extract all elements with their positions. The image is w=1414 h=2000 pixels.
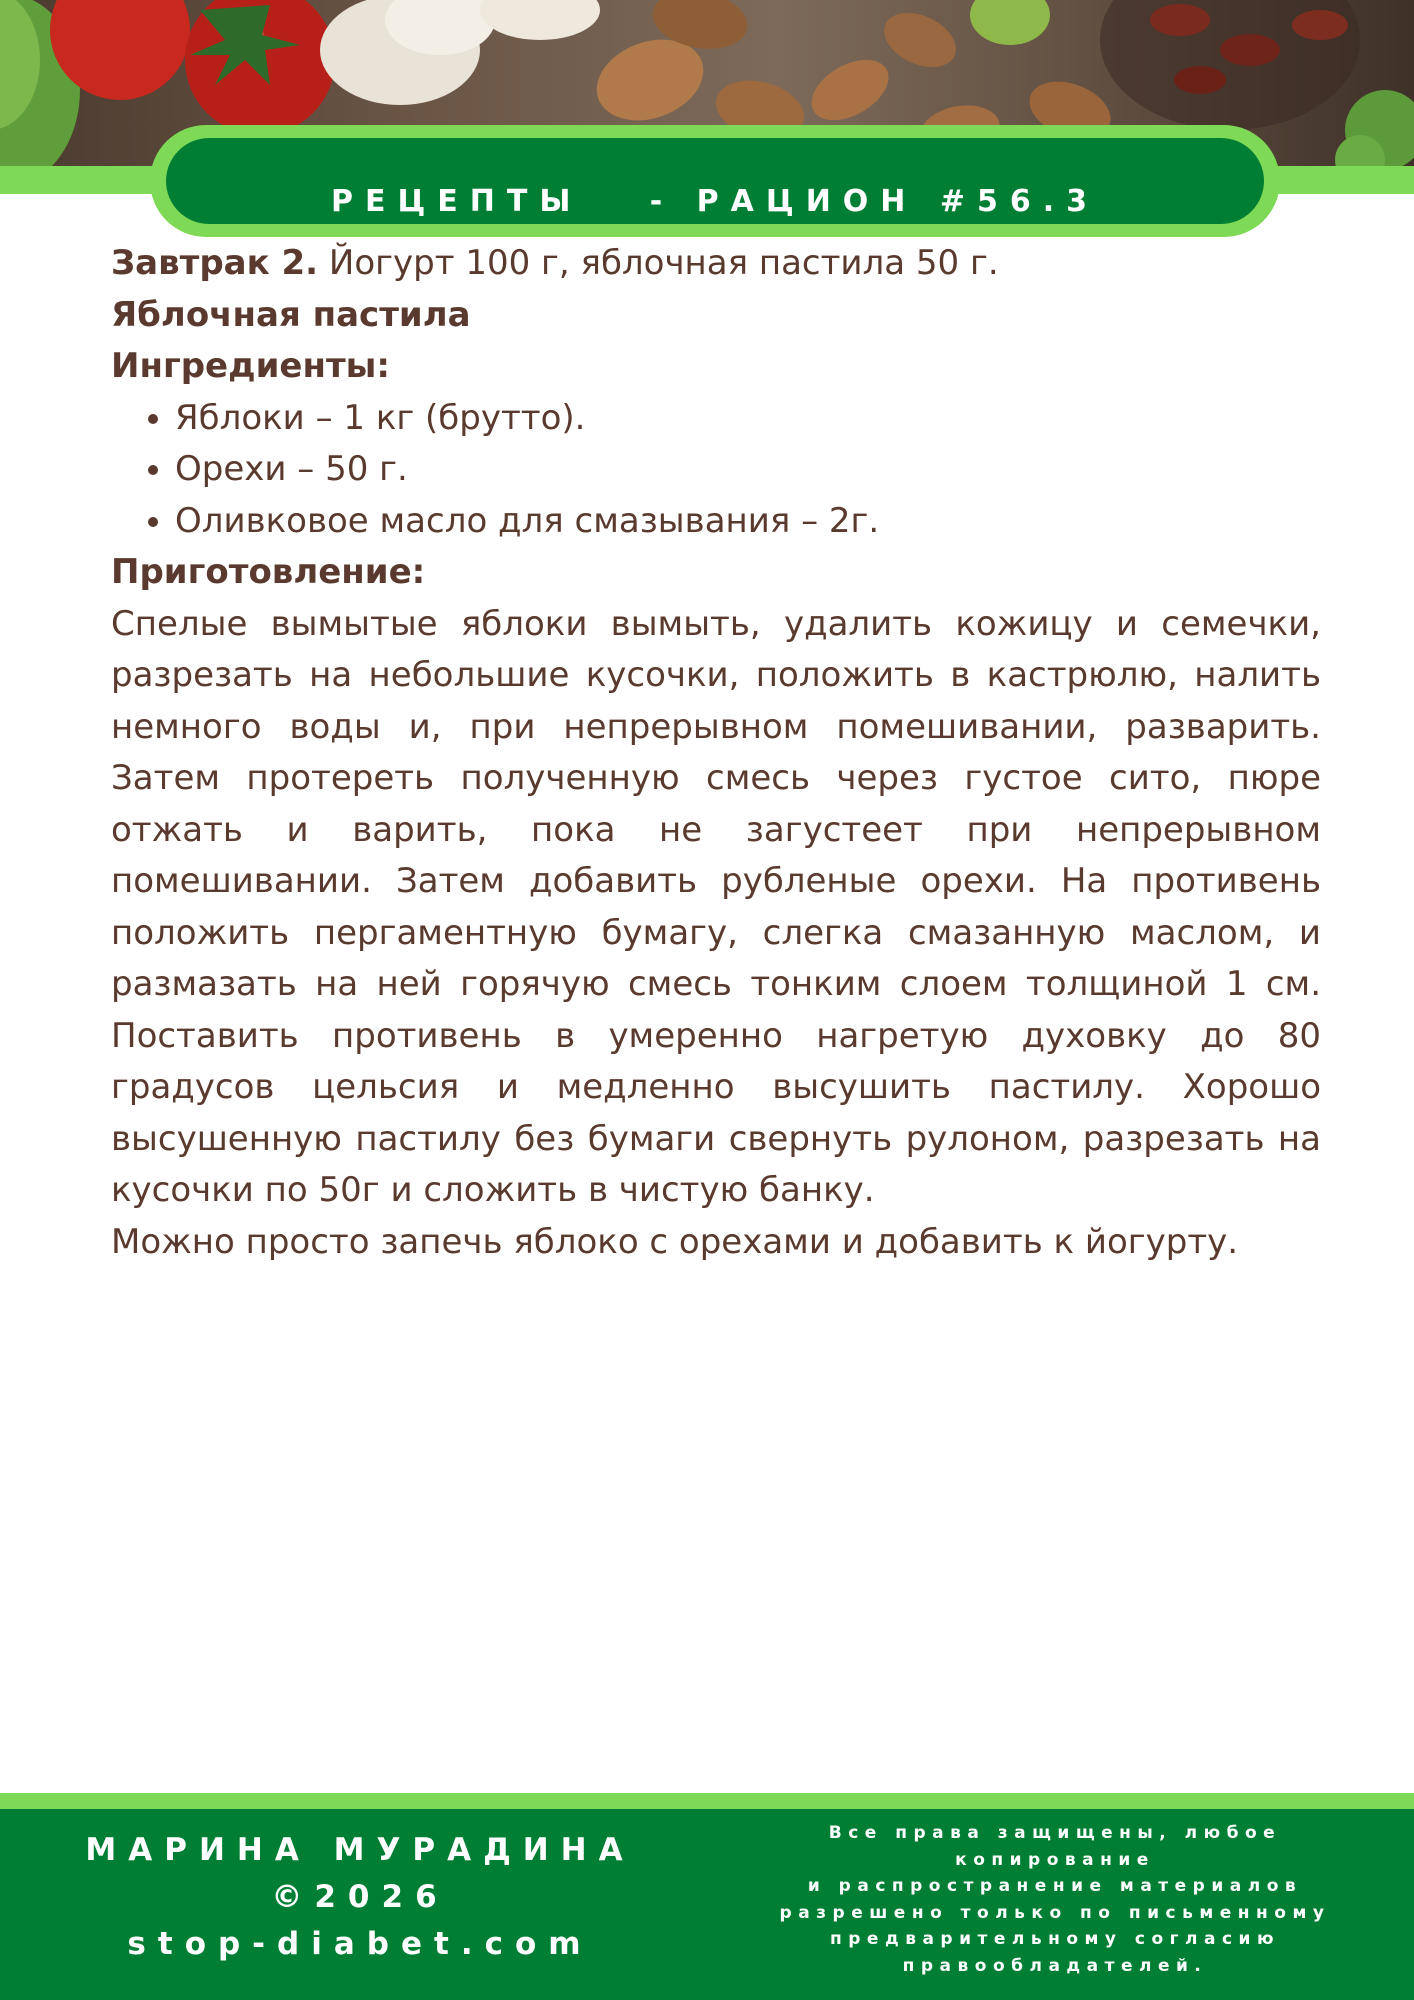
rights-line: разрешено только по письменному <box>779 1902 1331 1923</box>
bean <box>1150 4 1210 36</box>
almond <box>801 47 899 132</box>
rights-line: предварительному согласию <box>830 1929 1280 1949</box>
garlic-clove <box>480 0 600 40</box>
rights-line: правообладателей. <box>902 1955 1208 1976</box>
ingredients-list <box>111 393 1321 548</box>
list-item: • Орехи – 50 г. <box>175 444 1321 496</box>
rights-line: копирование <box>955 1849 1155 1870</box>
preparation-heading: Приготовление: <box>111 552 426 592</box>
meal-label: Завтрак 2. <box>111 243 319 283</box>
footer-green-stripe <box>0 1793 1414 1809</box>
bean <box>1174 66 1226 94</box>
rights-line: Все права защищены, любое <box>828 1823 1282 1843</box>
bean <box>1220 34 1280 66</box>
footer-author-block <box>40 1827 680 1968</box>
bean <box>1292 10 1348 40</box>
almond <box>875 2 964 78</box>
green-vegetable <box>970 0 1050 45</box>
list-item: • Яблоки – 1 кг (брутто). <box>175 393 1321 445</box>
recipe-content <box>111 238 1321 1268</box>
website-link[interactable]: stop-diabet.com <box>127 1926 593 1962</box>
footer-rights-notice <box>730 1820 1380 1979</box>
meal-text: Йогурт 100 г, яблочная пастила 50 г. <box>318 243 999 283</box>
note-text: Можно просто запечь яблоко с орехами и добавить к йогурту. <box>111 1221 1239 1262</box>
author-name: МАРИНА МУРАДИНА <box>85 1832 635 1868</box>
copyright: ©2026 <box>271 1879 449 1915</box>
page-title: РЕЦЕПТЫ - РАЦИОН #56.3 <box>330 184 1100 219</box>
recipe-title: Яблочная пастила <box>111 294 471 335</box>
ingredients-heading: Ингредиенты: <box>111 346 390 386</box>
rights-line: и распространение материалов <box>807 1876 1303 1896</box>
list-item: • Оливковое масло для смазывания – 2г. <box>175 496 1321 548</box>
preparation-text: Спелые вымытые яблоки вымыть, удалить кожицу и семечки, разрезать на небольшие кусочки, положить в кастрюлю, налить немного воды и, при непрерывном помешивании, разварить. Затем протереть полученную смесь через густое сито, пюре отжать и варить, пока не загустеет при непрерывном помешивании. Затем добавить рубленые орехи. На противень положить пергаментную бумагу, слегка смазанную маслом, и размазать на ней горячую смесь тонким слоем толщиной 1 см. Поставить противень в умеренно нагретую духовку до 80 градусов цельсия и медленно высушить пастилу. Хорошо высушенную пастилу без бумаги свернуть рулоном, разрезать на кусочки по 50г и сложить в чистую банку. <box>111 603 1321 1210</box>
meal-line <box>111 238 1321 290</box>
